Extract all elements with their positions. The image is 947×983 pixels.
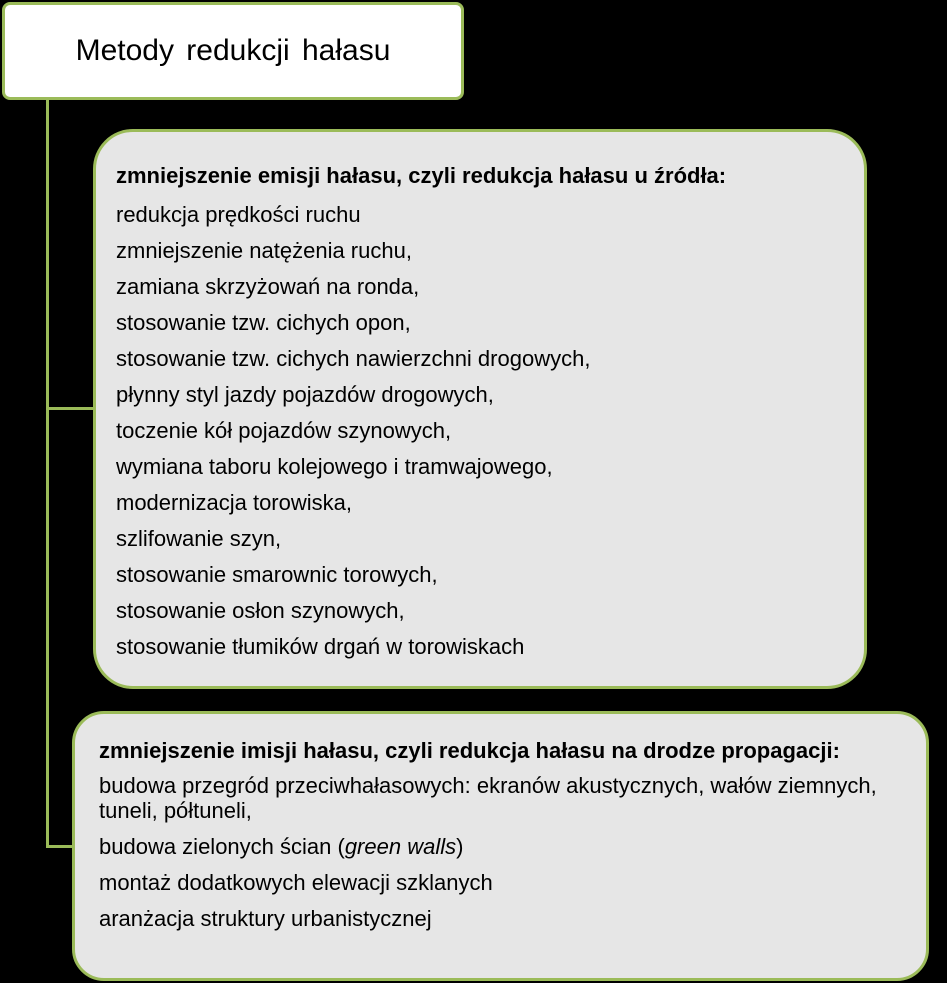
list-item: budowa przegród przeciwhałasowych: ekranów akustycznych, wałów ziemnych, tuneli, półtuneli, [99,773,877,823]
connector-to-immission-box [46,845,74,848]
list-item: stosowanie smarownic torowych, [116,562,438,587]
green-walls-italic: green walls [344,834,457,859]
emission-heading: zmniejszenie emisji hałasu, czyli redukcja hałasu u źródła: [116,163,727,188]
emission-list [116,197,844,665]
immission-heading: zmniejszenie imisji hałasu, czyli redukcja hałasu na drodze propagacji: [99,738,840,763]
list-item: stosowanie osłon szynowych, [116,598,405,623]
list-item: stosowanie tzw. cichych opon, [116,310,411,335]
immission-reduction-box [72,711,929,981]
emission-reduction-box [93,129,867,689]
list-item-green-walls [99,834,902,859]
connector-vertical-line [46,97,49,847]
list-item: płynny styl jazdy pojazdów drogowych, [116,382,494,407]
list-item: modernizacja torowiska, [116,490,352,515]
list-item: montaż dodatkowych elewacji szklanych [99,870,493,895]
list-item: szlifowanie szyn, [116,526,282,551]
list-item: zmniejszenie natężenia ruchu, [116,238,412,263]
list-item: stosowanie tzw. cichych nawierzchni drogowych, [116,346,591,371]
list-item: aranżacja struktury urbanistycznej [99,906,432,931]
green-walls-prefix: budowa zielonych ścian ( [99,834,345,859]
diagram-title-text: Metody redukcji hałasu [75,34,391,67]
list-item: redukcja prędkości ruchu [116,202,361,227]
list-item: toczenie kół pojazdów szynowych, [116,418,452,443]
immission-list [99,773,902,931]
diagram-title [2,2,464,100]
connector-to-emission-box [46,407,96,410]
list-item: wymiana taboru kolejowego i tramwajowego, [116,454,553,479]
green-walls-suffix: ) [456,834,464,859]
list-item: stosowanie tłumików drgań w torowiskach [116,634,525,659]
list-item: zamiana skrzyżowań na ronda, [116,274,420,299]
